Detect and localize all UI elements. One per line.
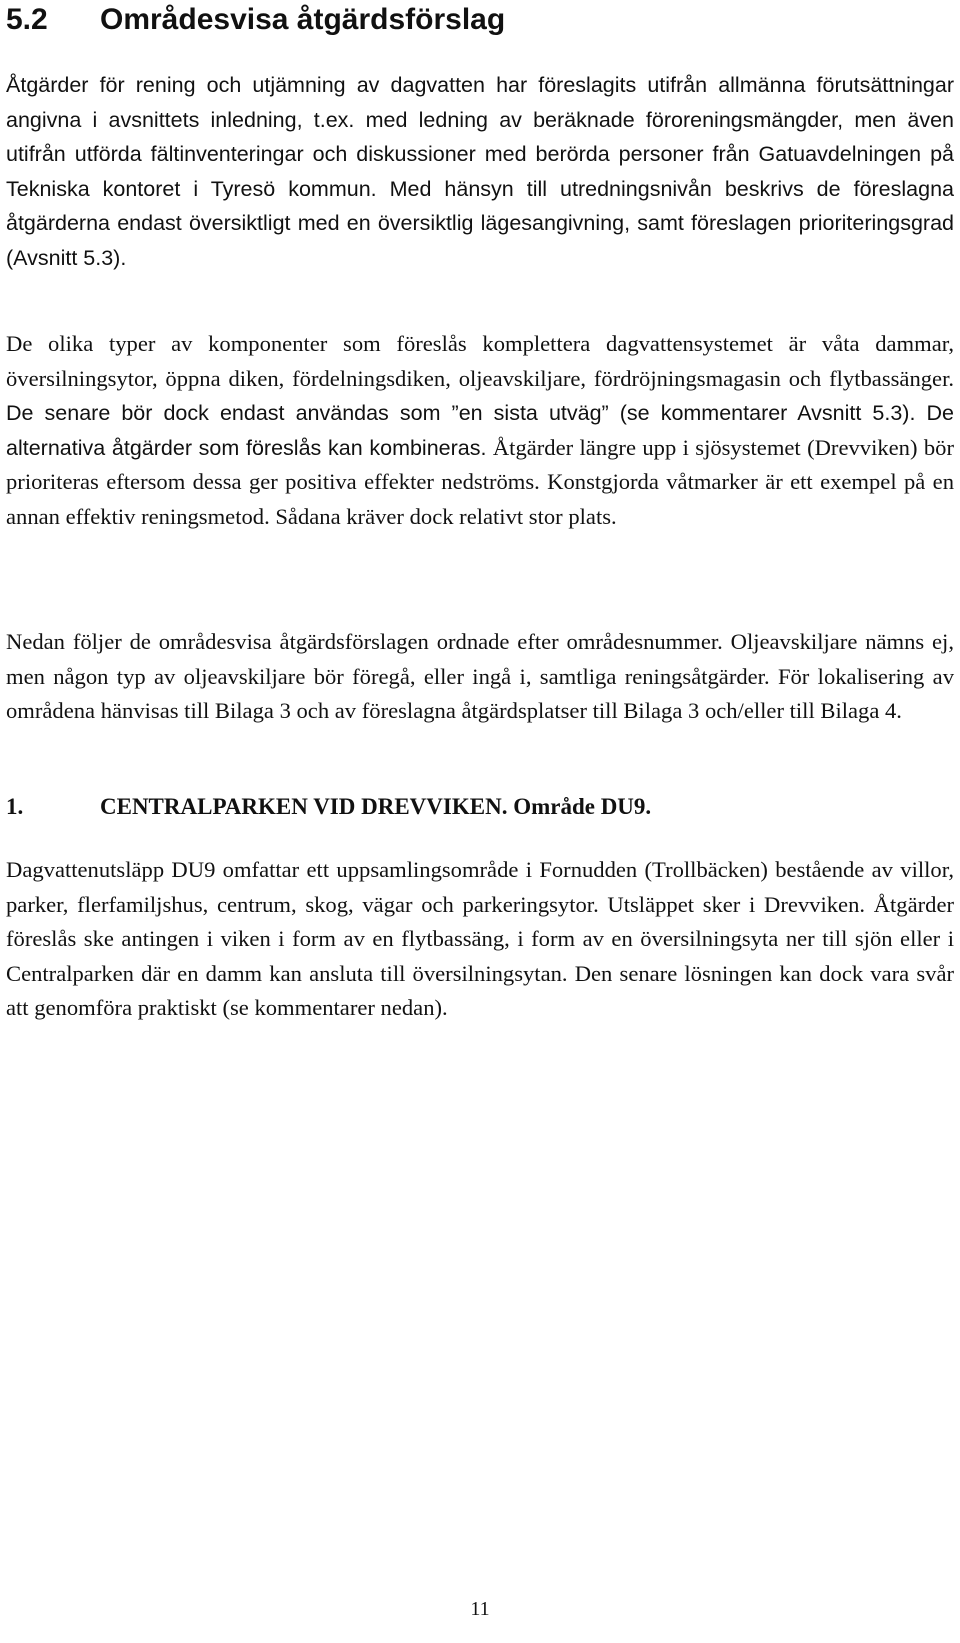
paragraph-intro: Åtgärder för rening och utjämning av dagvatten har föreslagits utifrån allmänna förutsättningar angivna i avsnittets inledning, t.ex. med ledning av beräknade föroreningsmängder, men även utifrån utförda fältinventeringar och diskussioner med berörda personer från Gatuavdelningen på Tekniska kontoret i Tyresö kommun. Med hänsyn till utredningsnivån beskrivs de föreslagna åtgärderna endast översiktligt med en översiktlig lägesangivning, samt föreslagen prioriteringsgrad (Avsnitt 5.3). [6,73,954,270]
paragraph-components-part2: De senare bör dock endast användas som ”en sista utväg” (se kommentarer Avsnitt 5.3). [6,401,916,426]
paragraph-overview: Nedan följer de områdesvisa åtgärdsförslagen ordnade efter områdesnummer. Oljeavskiljare nämns ej, men någon typ av oljeavskiljare bör föregå, eller ingå i, samtliga reningsåtgärder. För lokalisering av områdena hänvisas till Bilaga 3 och av föreslagna åtgärdsplatser till Bilaga 3 och/eller till Bilaga 4. [6,629,954,724]
paragraph-components-part3: De alternativa åtgärder som föreslås kan kombineras. [6,401,954,460]
section-number: 5.2 [6,3,48,36]
area-heading-title: CENTRALPARKEN VID DREVVIKEN. Område DU9. [100,794,652,819]
paragraph-components [6,327,954,535]
paragraph-components-part4: Åtgärder längre upp i sjösystemet (Drevviken) bör prioriteras eftersom dessa ger positiva effekter nedströms. Konstgjorda våtmarker är ett exempel på en annan effektiv reningsmetod. Sådana kräver dock relativt stor plats. [6,434,954,529]
area-heading [6,790,651,824]
paragraph-du9: Dagvattenutsläpp DU9 omfattar ett uppsamlingsområde i Fornudden (Trollbäcken) bestående av villor, parker, flerfamiljshus, centrum, skog, vägar och parkeringsytor. Utsläppet sker i Drevviken. Åtgärder föreslås ske antingen i viken i form av en flytbassäng, i form av en översilningsyta ner till sjön eller i Centralparken där en damm kan ansluta till översilningsytan. Den senare lösningen kan dock vara svår att genomföra praktiskt (se kommentarer nedan). [6,857,954,1021]
section-title: Områdesvisa åtgärdsförslag [100,3,506,36]
section-heading [6,2,505,38]
page-number: 11 [470,1598,490,1620]
paragraph-components-part1: De olika typer av komponenter som föreslås komplettera dagvattensystemet är våta dammar, översilningsytor, öppna diken, fördelningsdiken, oljeavskiljare, fördröjningsmagasin och flytbassänger. [6,331,954,391]
area-heading-number: 1. [6,794,24,819]
